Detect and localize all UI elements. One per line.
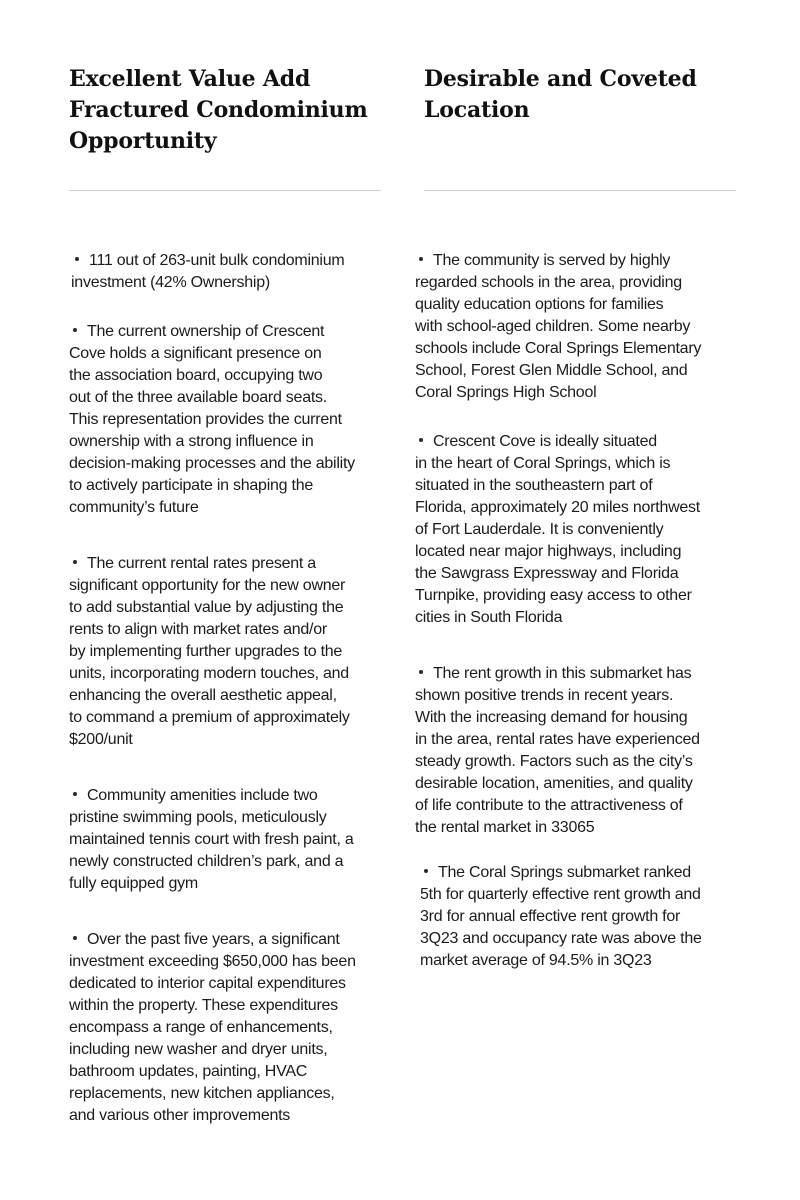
left-divider	[69, 190, 381, 191]
bullet-item: The community is served by highly regarded schools in the area, providing quality education options for families with school-aged children. Some nearby schools include Coral Springs Elementary School, Forest Glen Middle School, and Coral Springs High School	[415, 252, 702, 401]
bullet-item: 111 out of 263-unit bulk condominium investment (42% Ownership)	[71, 252, 345, 291]
bullet-dot-icon	[73, 936, 77, 940]
bullet-item: Crescent Cove is ideally situated in the heart of Coral Springs, which is situated in the southeastern part of Florida, approximately 20 miles northwest of Fort Lauderdale. It is conveniently located near major highways, including the Sawgrass Expressway and Florida Turnpike, providing easy access to other cities in South Florida	[415, 433, 700, 626]
left-heading-line: Excellent Value Add	[69, 66, 311, 92]
bullet-item: The rent growth in this submarket has shown positive trends in recent years. With the increasing demand for housing in the area, rental rates have experienced steady growth. Factors such as the city’s desirable location, amenities, and quality of life contribute to the attractiveness of the rental market in 33065	[415, 665, 700, 836]
right-heading-line: Desirable and Coveted	[424, 66, 697, 92]
bullet-dot-icon	[73, 328, 77, 332]
right-divider	[424, 190, 736, 191]
bullet-item: Over the past five years, a significant investment exceeding $650,000 has been dedicated to interior capital expenditures within the property. These expenditures encompass a range of enhancements, including new washer and dryer units, bathroom updates, painting, HVAC replacements, new kitchen appliances, and various other improvements	[69, 931, 356, 1124]
bullet-item: The current ownership of Crescent Cove holds a significant presence on the association board, occupying two out of the three available board seats. This representation provides the current ownership with a strong influence in decision-making processes and the ability to actively participate in shaping the community’s future	[69, 323, 355, 516]
bullet-item: The Coral Springs submarket ranked 5th for quarterly effective rent growth and 3rd for annual effective rent growth for 3Q23 and occupancy rate was above the market average of 94.5% in 3Q23	[420, 864, 702, 969]
bullet-item: The current rental rates present a significant opportunity for the new owner to add substantial value by adjusting the rents to align with market rates and/or by implementing further upgrades to the units, incorporating modern touches, and enhancing the overall aesthetic appeal, to command a premium of approximately $200/unit	[69, 555, 350, 748]
left-heading	[69, 64, 368, 157]
bullet-dot-icon	[73, 792, 77, 796]
bullet-dot-icon	[75, 257, 79, 261]
right-heading-line: Location	[424, 97, 530, 123]
bullet-dot-icon	[419, 670, 423, 674]
left-heading-line: Opportunity	[69, 128, 217, 154]
bullet-dot-icon	[73, 560, 77, 564]
bullet-item: Community amenities include two pristine swimming pools, meticulously maintained tennis court with fresh paint, a newly constructed children’s park, and a fully equipped gym	[69, 787, 354, 892]
bullet-dot-icon	[419, 257, 423, 261]
left-heading-line: Fractured Condominium	[69, 97, 368, 123]
right-heading	[424, 64, 697, 126]
bullet-dot-icon	[419, 438, 423, 442]
bullet-dot-icon	[424, 869, 428, 873]
